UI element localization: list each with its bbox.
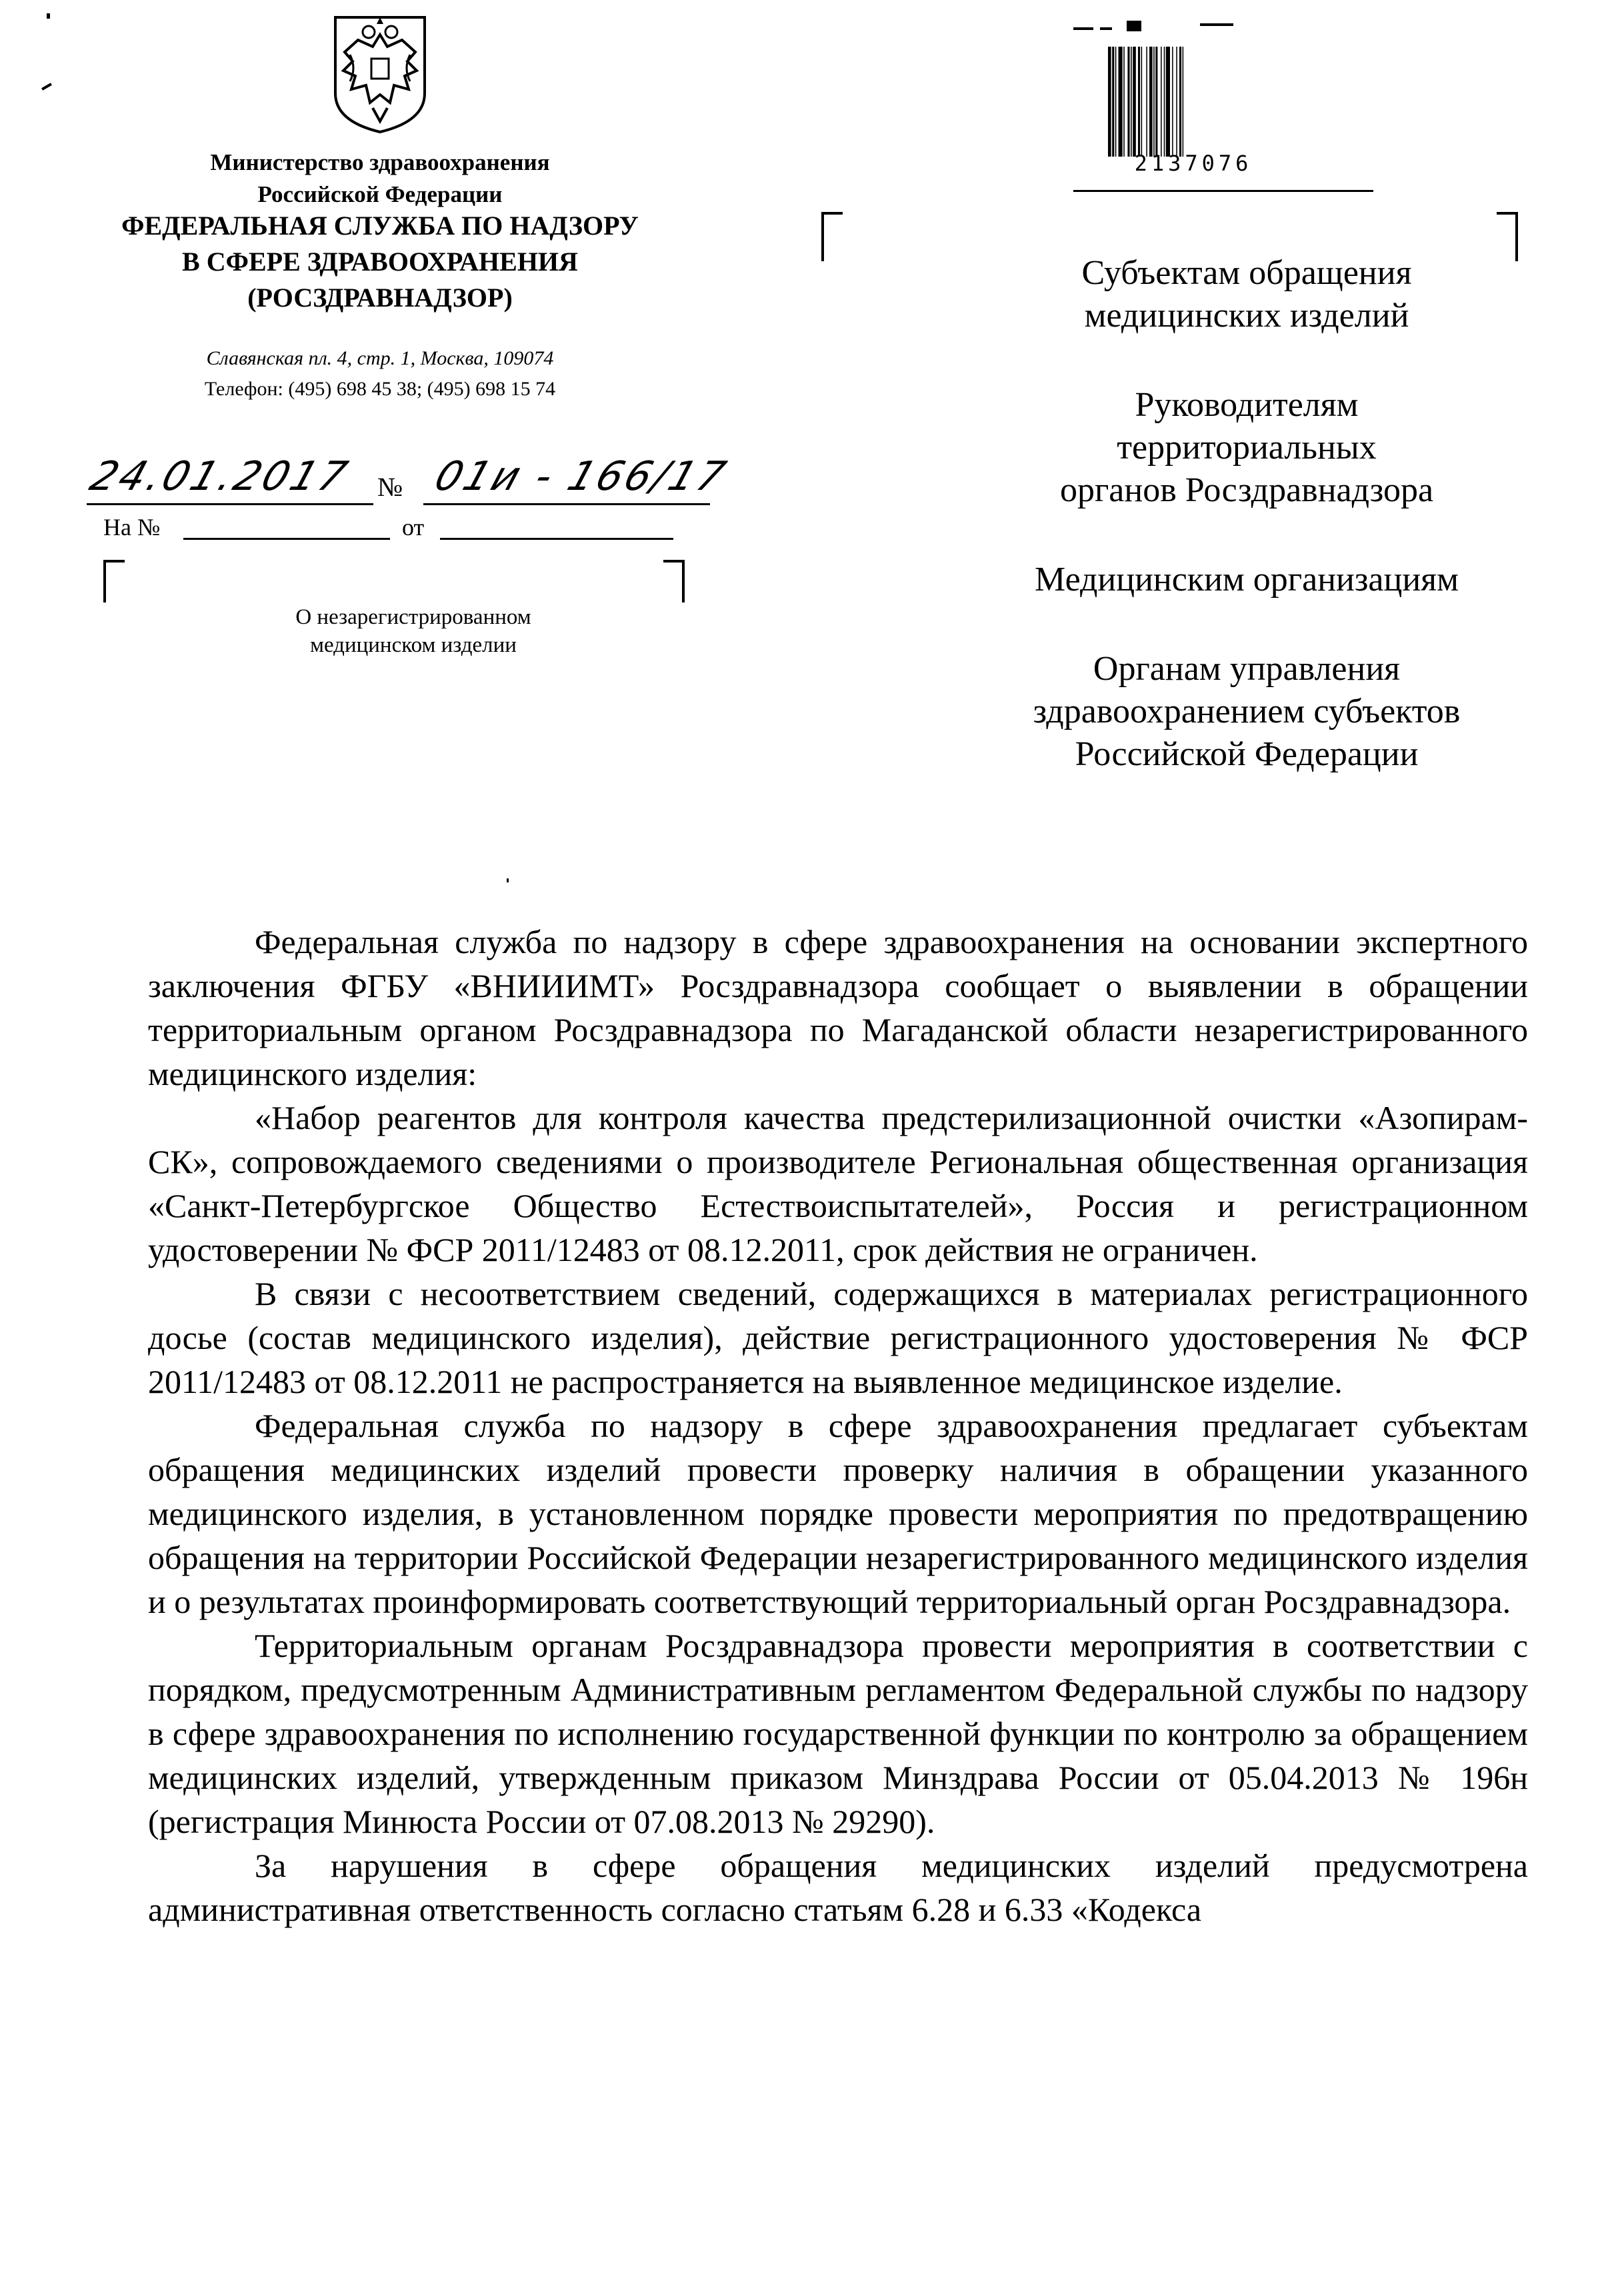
number-underline [423, 503, 710, 505]
addressee-bracket-left [821, 212, 843, 261]
barcode-bar [1138, 47, 1140, 157]
barcode-bar [1141, 47, 1143, 157]
reference-date-blank [440, 538, 673, 540]
addressee [920, 559, 1573, 601]
body-paragraph: «Набор реагентов для контроля качества предстерилизационной очистки «Азопирам-СК», сопровождаемого сведениями о производителе Региональная общественная организация «Санкт-Петербургское Общество Естествоиспытателей», Россия и регистрационном удостоверении № ФСР 2011/12483 от 08.12.2011, срок действия не ограничен. [148, 1099, 1528, 1268]
addressees-block [920, 252, 1573, 822]
service-address [113, 343, 647, 405]
body-paragraph: В связи с несоответствием сведений, содержащихся в материалах регистрационного досье (состав медицинского изделия), действие регистрационного удостоверения № ФСР 2011/12483 от 08.12.2011 не распространяется на выявленное медицинское изделие. [148, 1275, 1528, 1400]
barcode-bar [1155, 47, 1157, 157]
barcode-bar [1179, 47, 1181, 157]
reference-from-label: от [402, 514, 425, 541]
body-paragraph: Федеральная служба по надзору в сфере здравоохранения предлагает субъектам обращения медицинских изделий провести проверку наличия в обращении указанного медицинского изделия, в установленном порядке провести мероприятия по предотвращению обращения на территории Российской Федерации незарегистрированного медицинского изделия и о результатах проинформировать соответствующий территориальный орган Росздравнадзора. [148, 1407, 1528, 1620]
handwritten-number: 01и - 166/17 [429, 453, 734, 500]
addressee-line: органов Росздравнадзора [1059, 471, 1434, 509]
number-sign: № [377, 472, 403, 502]
body-paragraph: Территориальным органам Росздравнадзора провести мероприятия в соответствии с порядком, предусмотренным Административным регламентом Федеральной службы по надзору в сфере здравоохранения по исполнению государственной функции по контролю за обращением медицинских изделий, утвержденным приказом Минздрава России от 05.04.2013 № 196н (регистрация Минюста России от 07.08.2013 № 29290). [148, 1627, 1528, 1840]
ministry-line: Министерство здравоохранения [210, 149, 550, 175]
ministry-name [113, 147, 647, 211]
subject-line: медицинском изделии [310, 633, 517, 657]
outgoing-registration [84, 445, 753, 505]
barcode-top-marks [1073, 17, 1273, 37]
barcode-bar [1176, 47, 1177, 157]
barcode [1107, 47, 1273, 157]
subject-line: О незарегистрированном [295, 605, 531, 629]
barcode-underline [1073, 190, 1373, 192]
addressee [920, 384, 1573, 512]
subject-bracket-left [103, 560, 125, 602]
service-name [73, 208, 687, 316]
scan-speck [47, 13, 50, 19]
addressee [920, 252, 1573, 337]
reference-number-blank [183, 538, 390, 540]
subject-bracket-right [663, 560, 685, 602]
addressee [920, 648, 1573, 776]
addressee-line: территориальных [1117, 429, 1377, 467]
date-underline [87, 503, 373, 505]
letter-subject [220, 603, 607, 659]
barcode-bar [1119, 47, 1123, 157]
barcode-bar [1112, 47, 1114, 157]
letter-body [148, 920, 1528, 1931]
addressee-line: медицинских изделий [1084, 297, 1409, 335]
addressee-line: Субъектам обращения [1081, 254, 1412, 292]
barcode-bar [1161, 47, 1162, 157]
incoming-reference [103, 507, 690, 547]
ministry-line: Российской Федерации [257, 181, 503, 207]
scan-speck [507, 878, 509, 882]
barcode-bar [1131, 47, 1132, 157]
service-line: (РОСЗДРАВНАДЗОР) [247, 283, 513, 313]
reference-number-label: На № [103, 514, 161, 541]
barcode-bar [1172, 47, 1173, 157]
barcode-bar [1149, 47, 1153, 157]
barcode-bar [1115, 47, 1117, 157]
scan-speck [41, 83, 52, 90]
body-paragraph: За нарушения в сфере обращения медицинских изделий предусмотрена административная ответственность согласно статьям 6.28 и 6.33 «Кодекса [148, 1847, 1528, 1928]
phone-line: Телефон: (495) 698 45 38; (495) 698 15 74 [204, 378, 556, 400]
barcode-bar [1153, 47, 1155, 157]
barcode-bar [1133, 47, 1136, 157]
barcode-bar [1166, 47, 1170, 157]
addressee-line: Органам управления [1093, 650, 1401, 688]
addressee-line: Медицинским организациям [1035, 561, 1459, 598]
barcode-bar [1146, 47, 1147, 157]
barcode-bar [1183, 47, 1184, 157]
body-paragraph: Федеральная служба по надзору в сфере здравоохранения на основании экспертного заключения ФГБУ «ВНИИИМТ» Росздравнадзора сообщает о выявлении в обращении территориальным органом Росздравнадзора по Магаданской области незарегистрированного медицинского изделия: [148, 923, 1528, 1092]
addressee-line: Российской Федерации [1075, 735, 1419, 773]
coat-of-arms-emblem [330, 15, 430, 135]
barcode-number: 2137076 [1134, 151, 1253, 176]
barcode-bar [1127, 47, 1129, 157]
addressee-line: Руководителям [1135, 386, 1359, 424]
barcode-bar [1123, 47, 1125, 157]
barcode-bar [1164, 47, 1165, 157]
handwritten-date: 24.01.2017 [84, 453, 355, 500]
address-line: Славянская пл. 4, стр. 1, Москва, 109074 [206, 347, 554, 369]
service-line: В СФЕРЕ ЗДРАВООХРАНЕНИЯ [182, 247, 578, 277]
barcode-bar [1108, 47, 1111, 157]
service-line: ФЕДЕРАЛЬНАЯ СЛУЖБА ПО НАДЗОРУ [121, 211, 639, 241]
addressee-line: здравоохранением субъектов [1033, 692, 1461, 730]
